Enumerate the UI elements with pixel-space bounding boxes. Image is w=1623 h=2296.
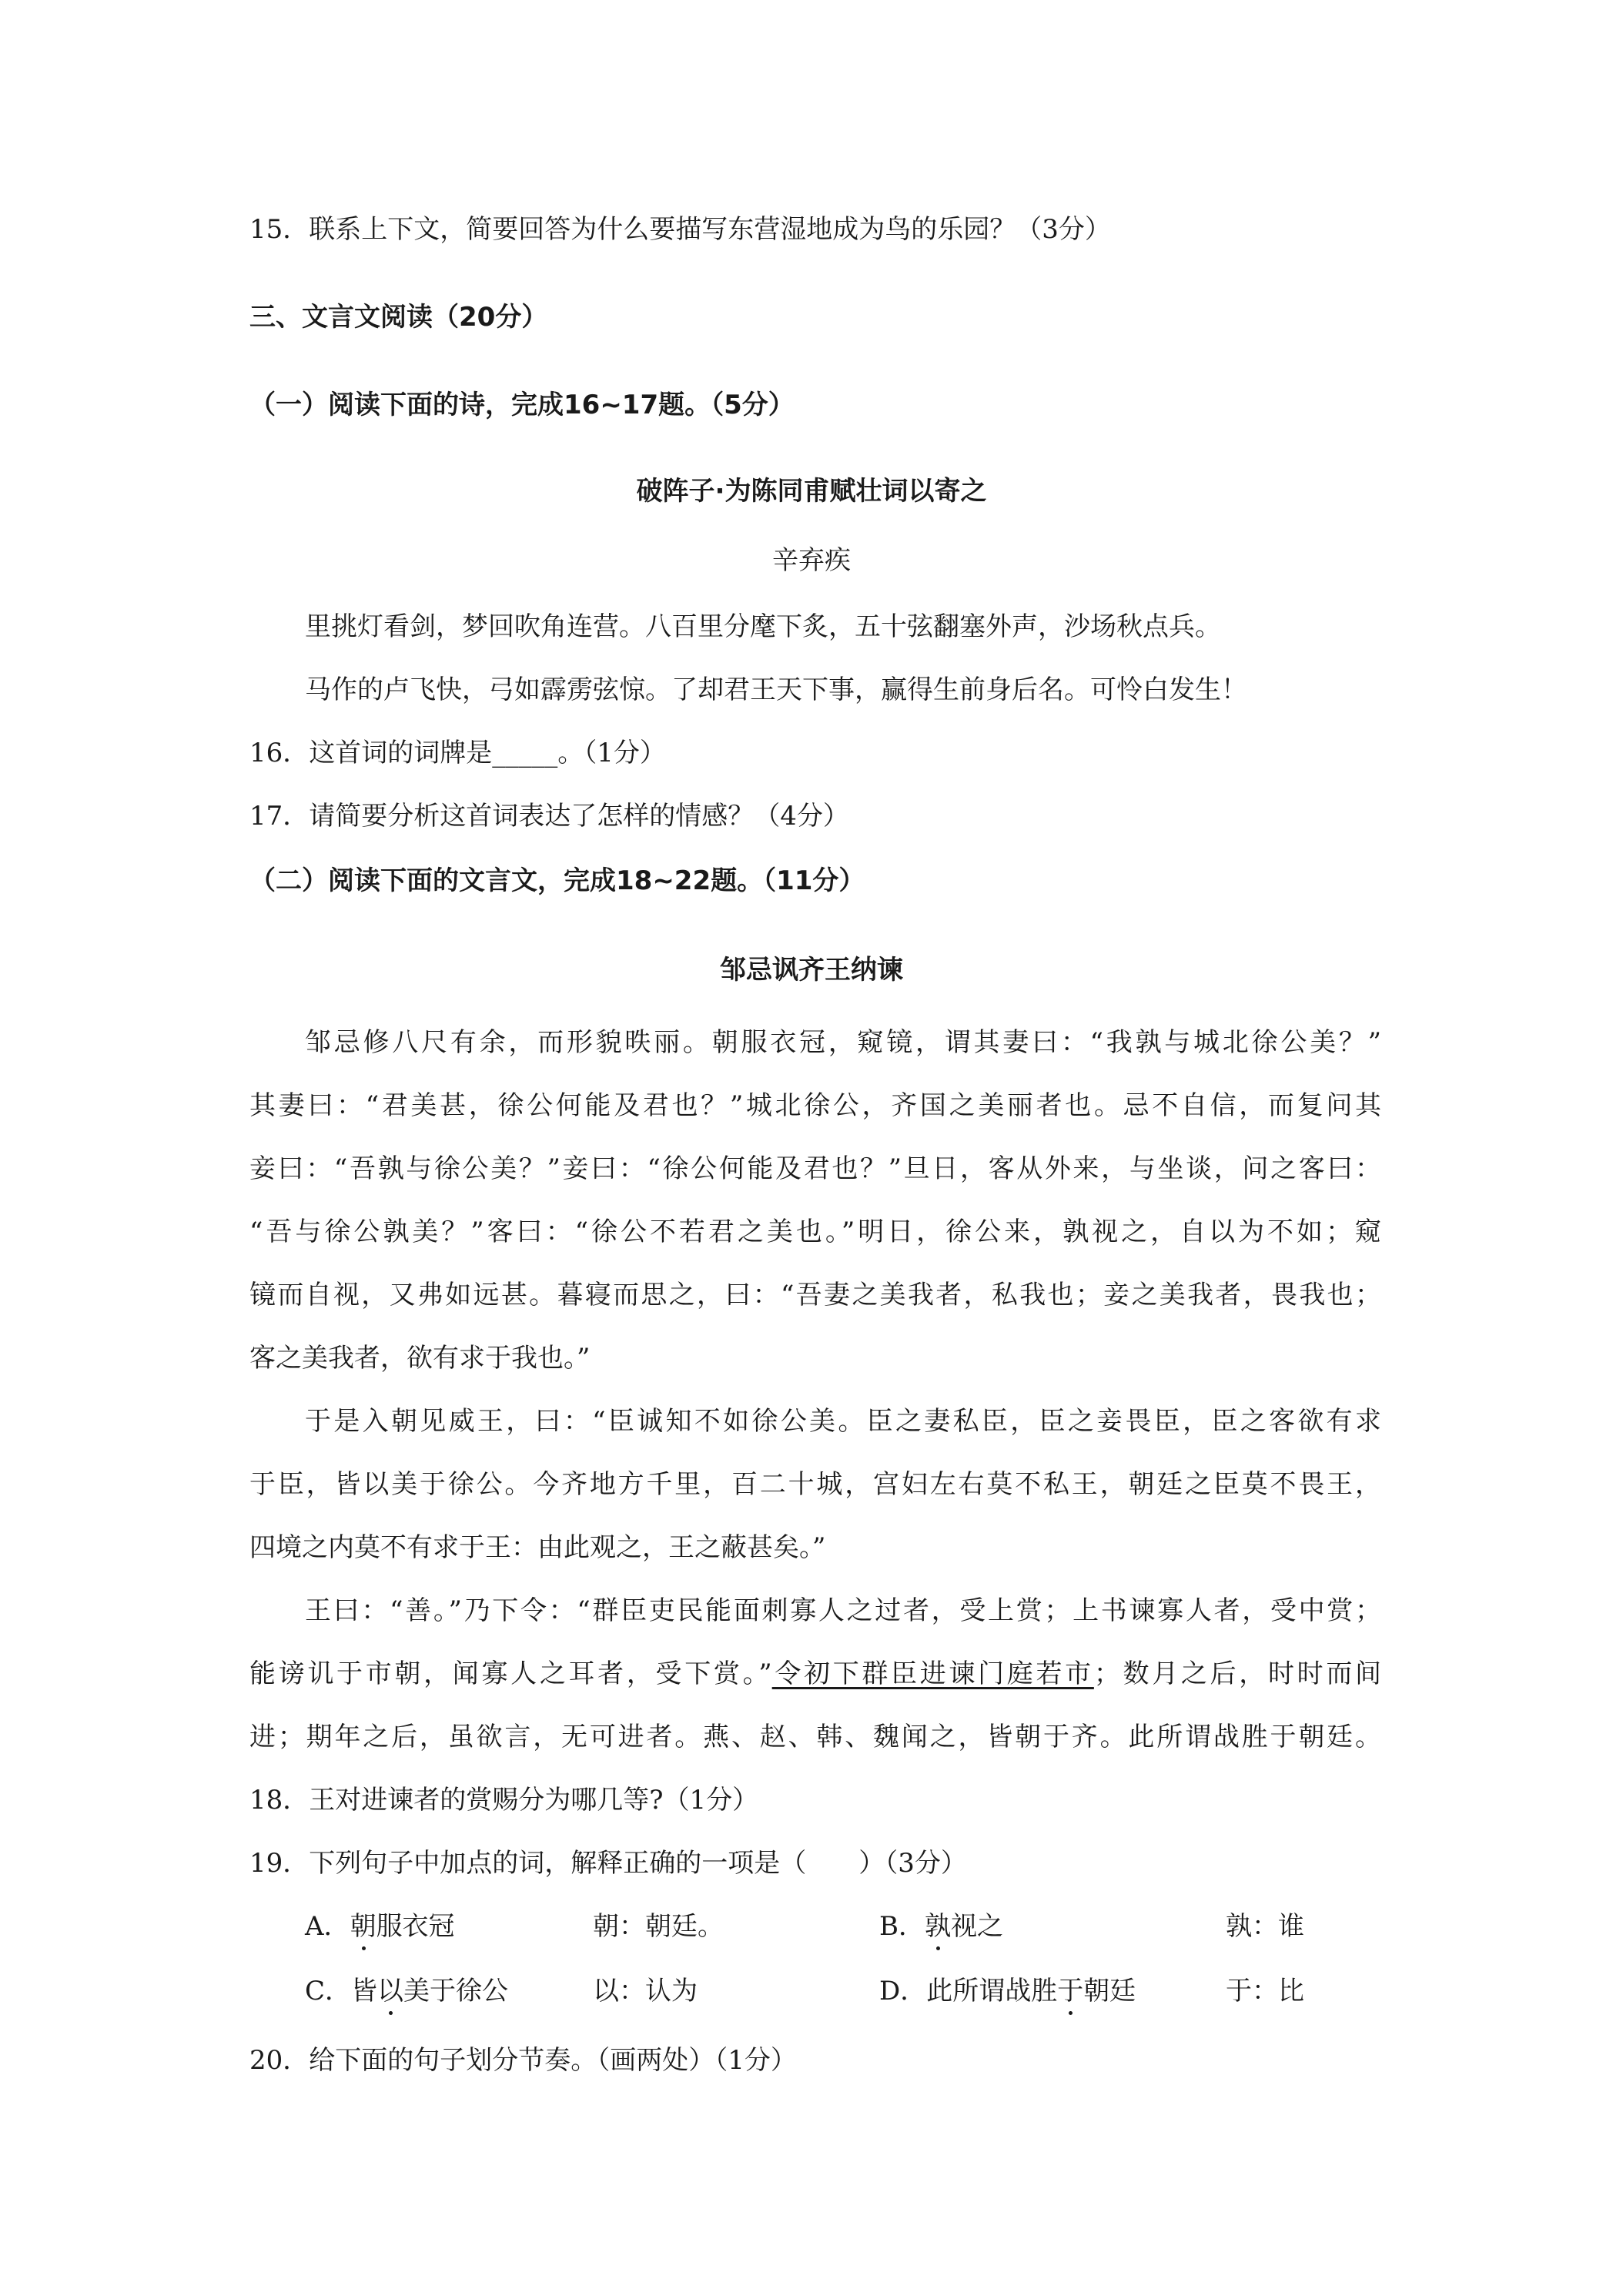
prose-p2-line: 于臣，皆以美于徐公。今齐地方千里，百二十城，宫妇左右莫不私王，朝廷之臣莫不畏王，: [249, 1469, 1381, 1500]
prose-p1-line: 客之美我者，欲有求于我也。”: [249, 1343, 591, 1374]
option-d-explanation: 于：比: [1226, 1976, 1304, 2006]
option-text: 美于徐公: [403, 1976, 509, 2006]
option-text: 皆: [351, 1976, 378, 2006]
poem-author: 辛弃疾: [772, 545, 851, 576]
option-a-explanation: 朝：朝廷。: [593, 1911, 724, 1942]
question-19: 19．下列句子中加点的词，解释正确的一项是（ ）（3分）: [249, 1848, 967, 1879]
option-b: [879, 1911, 1003, 1943]
dotted-word: 孰: [925, 1911, 951, 1942]
poem-line-2: 马作的卢飞快，弓如霹雳弦惊。了却君王天下事，赢得生前身后名。可怜白发生！: [305, 674, 1247, 705]
option-b-explanation: 孰：谁: [1226, 1911, 1304, 1942]
option-c: [305, 1976, 508, 2007]
option-a: [305, 1911, 455, 1943]
prose-p3-line: 王曰：“善。”乃下令：“群臣吏民能面刺寡人之过者，受上赏；上书谏寡人者，受中赏；: [305, 1595, 1381, 1626]
poem-line-1: 里挑灯看剑，梦回吹角连营。八百里分麾下炙，五十弦翻塞外声，沙场秋点兵。: [305, 611, 1221, 642]
dotted-word: 朝: [350, 1911, 376, 1942]
prose-p3-line: [249, 1658, 1381, 1690]
poem-title: 破阵子·为陈同甫赋壮词以寄之: [636, 476, 987, 507]
prose-p1-line: 妾曰：“吾孰与徐公美？”妾曰：“徐公何能及君也？”旦日，客从外来，与坐谈，问之客曰：: [249, 1153, 1381, 1184]
option-label: D．: [879, 1976, 927, 2006]
option-label: B．: [879, 1911, 925, 1942]
dotted-word: 于: [1057, 1976, 1084, 2006]
part-1-heading: （一）阅读下面的诗，完成16~17题。（5分）: [249, 390, 795, 420]
option-text: 朝廷: [1083, 1976, 1136, 2006]
question-20: 20．给下面的句子划分节奏。（画两处）（1分）: [249, 2045, 797, 2076]
prose-p1-line: 邹忌修八尺有余，而形貌昳丽。朝服衣冠，窥镜，谓其妻曰：“我孰与城北徐公美？”: [305, 1027, 1381, 1058]
option-label: A．: [305, 1911, 350, 1942]
prose-title: 邹忌讽齐王纳谏: [720, 955, 903, 986]
option-label: C．: [305, 1976, 352, 2006]
question-17: 17．请简要分析这首词表达了怎样的情感？（4分）: [249, 801, 849, 832]
option-c-explanation: 以：认为: [593, 1976, 698, 2006]
prose-p1-line: “吾与徐公孰美？”客曰：“徐公不若君之美也。”明日，徐公来，孰视之，自以为不如；窥: [249, 1217, 1381, 1247]
dotted-word: 以: [377, 1976, 404, 2006]
part-2-heading: （二）阅读下面的文言文，完成18~22题。（11分）: [249, 865, 865, 896]
question-16: 16．这首词的词牌是_____。（1分）: [249, 738, 666, 768]
prose-p1-line: 其妻曰：“君美甚，徐公何能及君也？”城北徐公，齐国之美丽者也。忌不自信，而复问其: [249, 1090, 1381, 1121]
option-text: 此所谓战胜: [926, 1976, 1058, 2006]
question-15: 15．联系上下文，简要回答为什么要描写东营湿地成为鸟的乐园？（3分）: [249, 214, 1111, 245]
prose-p1-line: 镜而自视，又弗如远甚。暮寝而思之，曰：“吾妻之美我者，私我也；妾之美我者，畏我也；: [249, 1280, 1381, 1310]
prose-p3-line: 进；期年之后，虽欲言，无可进者。燕、赵、韩、魏闻之，皆朝于齐。此所谓战胜于朝廷。: [249, 1722, 1381, 1752]
question-18: 18．王对进谏者的赏赐分为哪几等?（1分）: [249, 1785, 759, 1816]
option-text: 视之: [951, 1911, 1003, 1942]
prose-text: ；数月之后，时时而间: [1093, 1658, 1381, 1689]
section-3-heading: 三、文言文阅读（20分）: [249, 302, 548, 333]
option-text: 服衣冠: [376, 1911, 455, 1942]
underlined-sentence: 令初下群臣进谏门庭若市: [771, 1658, 1094, 1689]
prose-p2-line: 于是入朝见威王，曰：“臣诚知不如徐公美。臣之妻私臣，臣之妾畏臣，臣之客欲有求: [305, 1406, 1381, 1437]
prose-p2-line: 四境之内莫不有求于王：由此观之，王之蔽甚矣。”: [249, 1532, 826, 1563]
prose-text: 能谤讥于市朝，闻寡人之耳者，受下赏。”: [249, 1658, 772, 1689]
option-d: [879, 1976, 1136, 2007]
